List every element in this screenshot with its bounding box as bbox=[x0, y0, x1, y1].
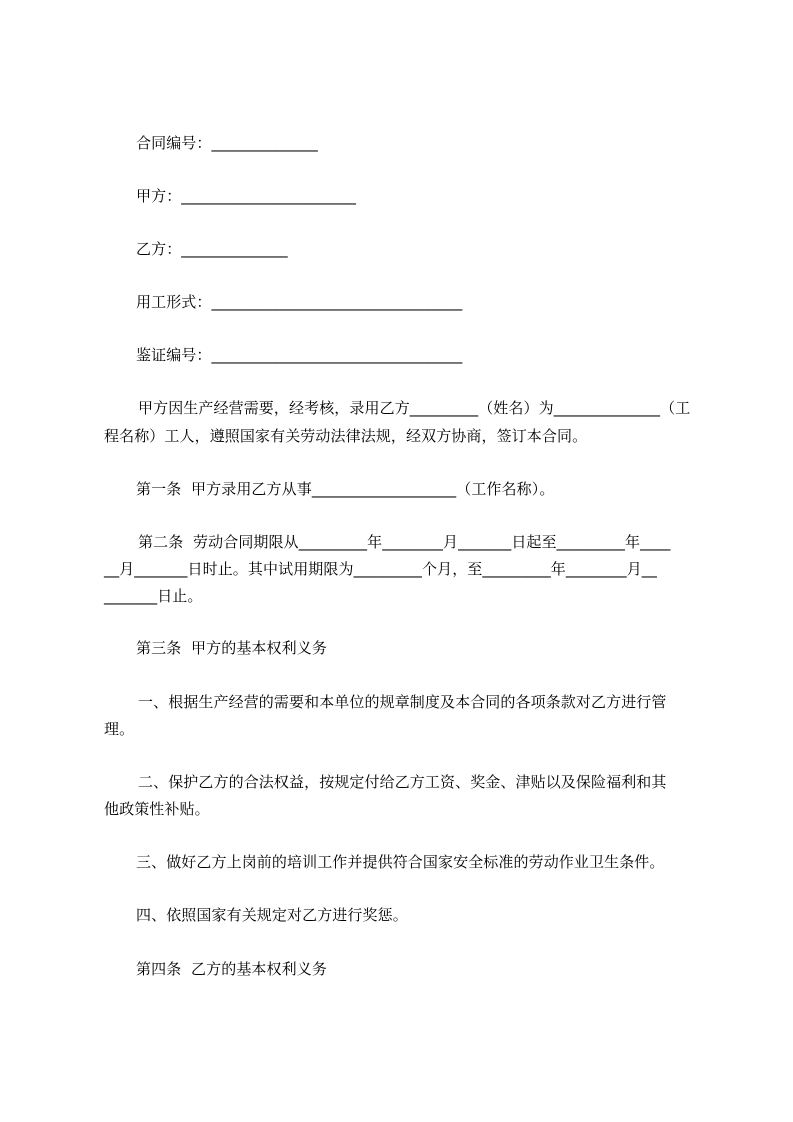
article-1: 第一条 甲方录用乙方从事___________________（工作名称）。 bbox=[136, 480, 555, 498]
party-b-field: 乙方：______________ bbox=[136, 240, 288, 258]
article-3-item-1-line-1: 一、根据生产经营的需要和本单位的规章制度及本合同的各项条款对乙方进行管 bbox=[138, 693, 667, 711]
party-a-field: 甲方：_______________________ bbox=[136, 187, 357, 205]
article-4-title: 第四条 乙方的基本权利义务 bbox=[136, 960, 327, 978]
article-3-item-2-line-2: 他政策性补贴。 bbox=[104, 800, 210, 818]
article-3-title: 第三条 甲方的基本权利义务 bbox=[136, 639, 327, 657]
intro-paragraph-line-1: 甲方因生产经营需要，经考核，录用乙方_________（姓名）为______________（工 bbox=[138, 399, 691, 417]
article-2-line-3: _______日止。 bbox=[104, 587, 203, 605]
contract-number-field: 合同编号：______________ bbox=[136, 134, 318, 152]
article-3-item-3: 三、做好乙方上岗前的培训工作并提供符合国家安全标准的劳动作业卫生条件。 bbox=[136, 853, 665, 871]
article-2-line-1: 第二条 劳动合同期限从_________年________月_______日起至_________年____ bbox=[138, 533, 671, 551]
article-3-item-4: 四、依照国家有关规定对乙方进行奖惩。 bbox=[136, 906, 408, 924]
employment-form-field: 用工形式：_________________________________ bbox=[136, 293, 463, 311]
article-3-item-1-line-2: 理。 bbox=[104, 720, 135, 738]
intro-paragraph-line-2: 程名称）工人，遵照国家有关劳动法律法规，经双方协商，签订本合同。 bbox=[104, 427, 588, 445]
article-3-item-2-line-1: 二、保护乙方的合法权益，按规定付给乙方工资、奖金、津贴以及保险福利和其 bbox=[138, 773, 667, 791]
attestation-number-field: 鉴证编号：_________________________________ bbox=[136, 346, 463, 364]
article-2-line-2: __月_______日时止。其中试用期限为_________个月，至_________年________月__ bbox=[104, 560, 658, 578]
